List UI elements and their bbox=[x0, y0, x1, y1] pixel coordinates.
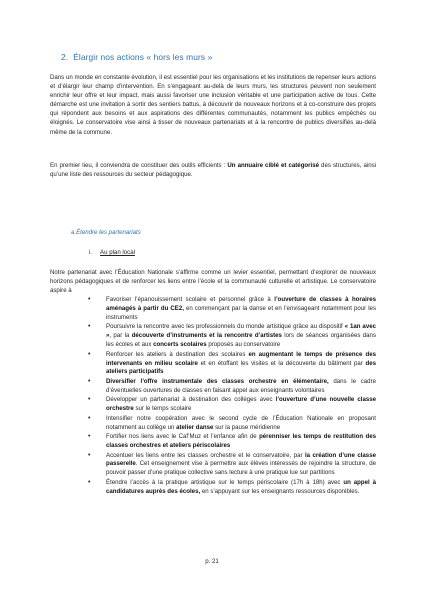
list-item-bold-text: en augmentant le temps de présence des intervenants en milieu scolaire bbox=[106, 350, 376, 367]
list-item-text: , par la bbox=[109, 332, 132, 340]
list-item bbox=[88, 433, 376, 451]
tools-paragraph bbox=[50, 161, 376, 179]
list-item bbox=[88, 415, 376, 433]
list-item-text: Accentuer les liens entre les classes orchestre et le conservatoire, par bbox=[106, 451, 305, 459]
bullet-icon: • bbox=[88, 377, 91, 385]
list-item-bold-text: un appel à candidatures auprès des écoles, bbox=[106, 478, 377, 495]
list-item-bold-text: concerts scolaires bbox=[153, 341, 207, 349]
list-item-bold-text: découverte d’instruments et la rencontre d’artistes bbox=[131, 332, 282, 340]
list-item-text: Fortifier nos liens avec le Caf’Muz et l’enfance afin de bbox=[106, 433, 260, 441]
list-item-bold-text: la création d’une classe passerelle bbox=[106, 451, 376, 468]
section-heading bbox=[61, 52, 212, 62]
list-item-bold-text: l’ouverture d’une nouvelle classe orchestre bbox=[106, 396, 376, 413]
list-item bbox=[88, 351, 376, 378]
section-number: 2. bbox=[61, 52, 69, 62]
bullet-icon: • bbox=[88, 451, 91, 459]
list-item-text: en s’appuyant sur les enseignants ressources disponibles. bbox=[200, 487, 360, 495]
list-item bbox=[88, 323, 376, 350]
subheading-partnerships: a.Étendre les partenariats bbox=[71, 229, 141, 236]
list-item bbox=[88, 452, 376, 479]
list-item-text: et en étoffant les visites et la découverte du bâtiment par bbox=[197, 359, 366, 367]
list-item-text: en commençant par la danse et en l’envisageant notamment pour les instruments bbox=[106, 304, 376, 321]
section-title: Élargir nos actions « hors les murs » bbox=[73, 52, 213, 62]
list-item bbox=[88, 378, 376, 396]
tools-text-end: des structures, ainsi qu’une liste des ressources du secteur pédagogique. bbox=[50, 162, 376, 179]
list-item-bold-text: pérenniser les temps de restitution des classes orchestres et ateliers périscolaires bbox=[106, 433, 376, 450]
tools-text-bold: Un annuaire ciblé et catégorisé bbox=[227, 162, 319, 169]
tools-text-start: En premier lieu, il conviendra de constituer des outils efficients : bbox=[50, 162, 228, 169]
list-item-text: Renforcer les ateliers à destination des scolaires bbox=[106, 350, 249, 358]
page-number: p. 21 bbox=[205, 558, 219, 565]
list-item-text: lors de séances organisées dans les écoles et aux bbox=[106, 332, 376, 349]
list-item-text: Développer un partenariat à destination des collèges avec bbox=[106, 396, 276, 404]
list-item-bold-text: des ateliers participatifs bbox=[106, 359, 376, 376]
list-item-text: proposés au conservatoire bbox=[206, 341, 281, 349]
bullet-icon: • bbox=[88, 396, 91, 404]
education-paragraph: Notre partenariat avec l’Éducation Nationale s’affirme comme un levier essentiel, permettant d’explorer de nouveaux horizons pédagogiques et de renforcer les liens entre l’école et la communauté culturelle et artistique. Le conservatoire aspire à bbox=[50, 269, 376, 295]
list-item-text: dans le cadre d’éventuelles ouvertures de classes en faisant appel aux enseignants volontaires bbox=[106, 377, 376, 394]
list-item-text: Poursuivre la rencontre avec les professionnels du monde artistique grâce au dispositif bbox=[106, 323, 345, 331]
list-item bbox=[88, 396, 376, 414]
subsubheading-local bbox=[89, 249, 135, 256]
list-item-text: Étendre l’accès à la pratique artistique sur le temps périscolaire (17h à 18h) avec bbox=[106, 478, 344, 486]
bullet-icon: • bbox=[88, 350, 91, 358]
subsubheading-label: Au plan local bbox=[100, 249, 135, 256]
intro-paragraph: Dans un monde en constante évolution, il est essentiel pour les organisations et les institutions de repenser leurs actions et d’élargir leur champ d’intervention. En s’engageant au-delà de leurs murs, les structures peuvent non seulement enrichir leur offre et leur impact, mais aussi favoriser une inclusion véritable et une participation active de tous. Cette démarche est une invitation à sortir des sentiers battus, à découvrir de nouveaux horizons et à co-construire des projets qui répondent aux besoins et aux aspirations des différentes communautés, notamment les publics empêchés ou éloignés. Le conservatoire vise ainsi à tisser de nouveaux partenariats et à la rencontre de publics diversifiés au-delà même de la commune. bbox=[50, 74, 376, 136]
list-item-bold-text: Diversifier l’offre instrumentale des classes orchestre en élémentaire, bbox=[106, 377, 329, 385]
list-item-text: Favoriser l’épanouissement scolaire et personnel grâce à bbox=[106, 296, 275, 303]
list-item-text: sur la pause méridienne bbox=[213, 423, 281, 431]
objectives-list bbox=[88, 296, 376, 497]
list-item bbox=[88, 479, 376, 497]
roman-numeral: i. bbox=[89, 249, 93, 256]
list-item-text: Intensifier notre coopération avec le second cycle de l’Éducation Nationale en proposant notamment au collège un bbox=[106, 414, 376, 431]
list-item bbox=[88, 296, 376, 323]
list-item-bold-text: atelier danse bbox=[176, 423, 214, 431]
bullet-icon: • bbox=[88, 433, 91, 441]
bullet-icon: • bbox=[88, 478, 91, 486]
list-item-text: . Cet enseignement vise à permettre aux élèves intéressés de rejoindre la structure, de pouvoir passer d’une pratique collective sans lecture à une pratique lue sur partitions bbox=[106, 460, 376, 477]
list-item-bold-text: l’ouverture de classes à horaires aménagés à partir du CE2, bbox=[106, 296, 376, 312]
list-item-bold-text: « 1an avec » bbox=[106, 323, 376, 340]
bullet-icon: • bbox=[88, 414, 91, 422]
list-item-text: sur le temps scolaire bbox=[133, 405, 192, 413]
bullet-icon: • bbox=[88, 296, 91, 303]
bullet-icon: • bbox=[88, 323, 91, 331]
